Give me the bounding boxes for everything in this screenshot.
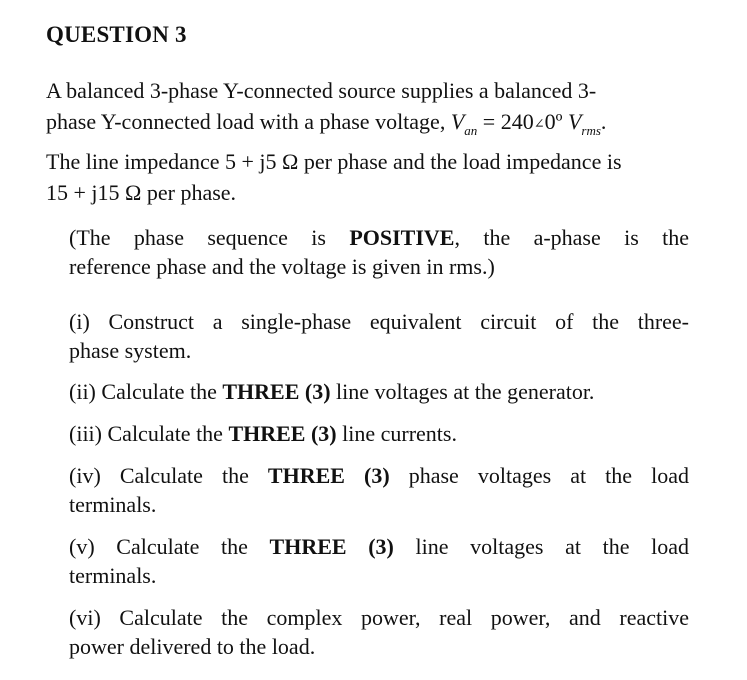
subquestion-ii (69, 377, 689, 406)
subquestion-vi (69, 603, 689, 661)
subquestion-iv (69, 461, 689, 519)
subquestion-i (69, 307, 689, 365)
subquestion-text-before: Calculate the (119, 463, 249, 488)
subquestion-vi-line-1 (69, 603, 689, 632)
subquestion-continuation: terminals. (69, 563, 157, 588)
subquestion-text-before: Calculate the (116, 534, 248, 559)
subquestion-text-after: phase voltages at the load (408, 463, 689, 488)
voltage-subscript: an (464, 123, 478, 138)
subquestion-text-before: Calculate the (107, 421, 223, 446)
subquestion-label: (iv) (69, 463, 101, 488)
question-intro (46, 75, 696, 208)
voltage-value: = 240 (482, 109, 534, 134)
subquestion-text-after: line currents. (342, 421, 457, 446)
rms-suffix: . (600, 109, 607, 134)
note-part-1: (The phase sequence is (69, 225, 326, 250)
rms-subscript: rms (581, 123, 601, 138)
subquestion-continuation: phase system. (69, 338, 192, 363)
intro-line-1: A balanced 3-phase Y-connected source supplies a balanced 3- (46, 78, 597, 103)
voltage-symbol: V (450, 109, 465, 134)
note-line-2: reference phase and the voltage is given in rms.) (69, 254, 495, 279)
subquestion-text-after: line voltages at the generator. (336, 379, 595, 404)
intro-line-3: The line impedance 5 + j5 Ω per phase and the load impedance is (46, 149, 622, 174)
subquestion-emphasis: THREE (3) (228, 421, 337, 446)
subquestion-emphasis: THREE (3) (269, 534, 394, 559)
question-title: QUESTION 3 (46, 22, 187, 47)
note-line-1 (69, 223, 689, 252)
subquestion-iii (69, 419, 689, 448)
angle-value: 0º (544, 109, 563, 134)
subquestion-label: (i) (69, 309, 90, 334)
intro-line-2 (46, 106, 696, 146)
intro-line-4: 15 + j15 Ω per phase. (46, 180, 237, 205)
subquestion-text: Calculate the complex power, real power, and reactive (119, 605, 689, 630)
subquestion-emphasis: THREE (3) (222, 379, 331, 404)
subquestion-v (69, 532, 689, 590)
subquestion-label: (iii) (69, 421, 102, 446)
rms-symbol: V (567, 109, 582, 134)
subquestion-v-line-1 (69, 532, 689, 561)
subquestion-text-after: line voltages at the load (415, 534, 689, 559)
note-part-2: , the a-phase is the (454, 225, 689, 250)
angle-icon: ∠ (533, 116, 545, 131)
subquestion-iv-line-1 (69, 461, 689, 490)
phase-sequence-note (69, 223, 689, 281)
subquestion-continuation: terminals. (69, 492, 157, 517)
subquestion-list (69, 307, 689, 661)
subquestion-text: Construct a single-phase equivalent circuit of the three- (108, 309, 689, 334)
note-emphasis: POSITIVE (349, 225, 455, 250)
subquestion-label: (ii) (69, 379, 96, 404)
subquestion-continuation: power delivered to the load. (69, 634, 316, 659)
subquestion-label: (v) (69, 534, 95, 559)
subquestion-emphasis: THREE (3) (267, 463, 390, 488)
subquestion-text-before: Calculate the (101, 379, 217, 404)
subquestion-label: (vi) (69, 605, 101, 630)
subquestion-i-line-1 (69, 307, 689, 336)
intro-line-2-prefix: phase Y-connected load with a phase voltage, (46, 109, 446, 134)
